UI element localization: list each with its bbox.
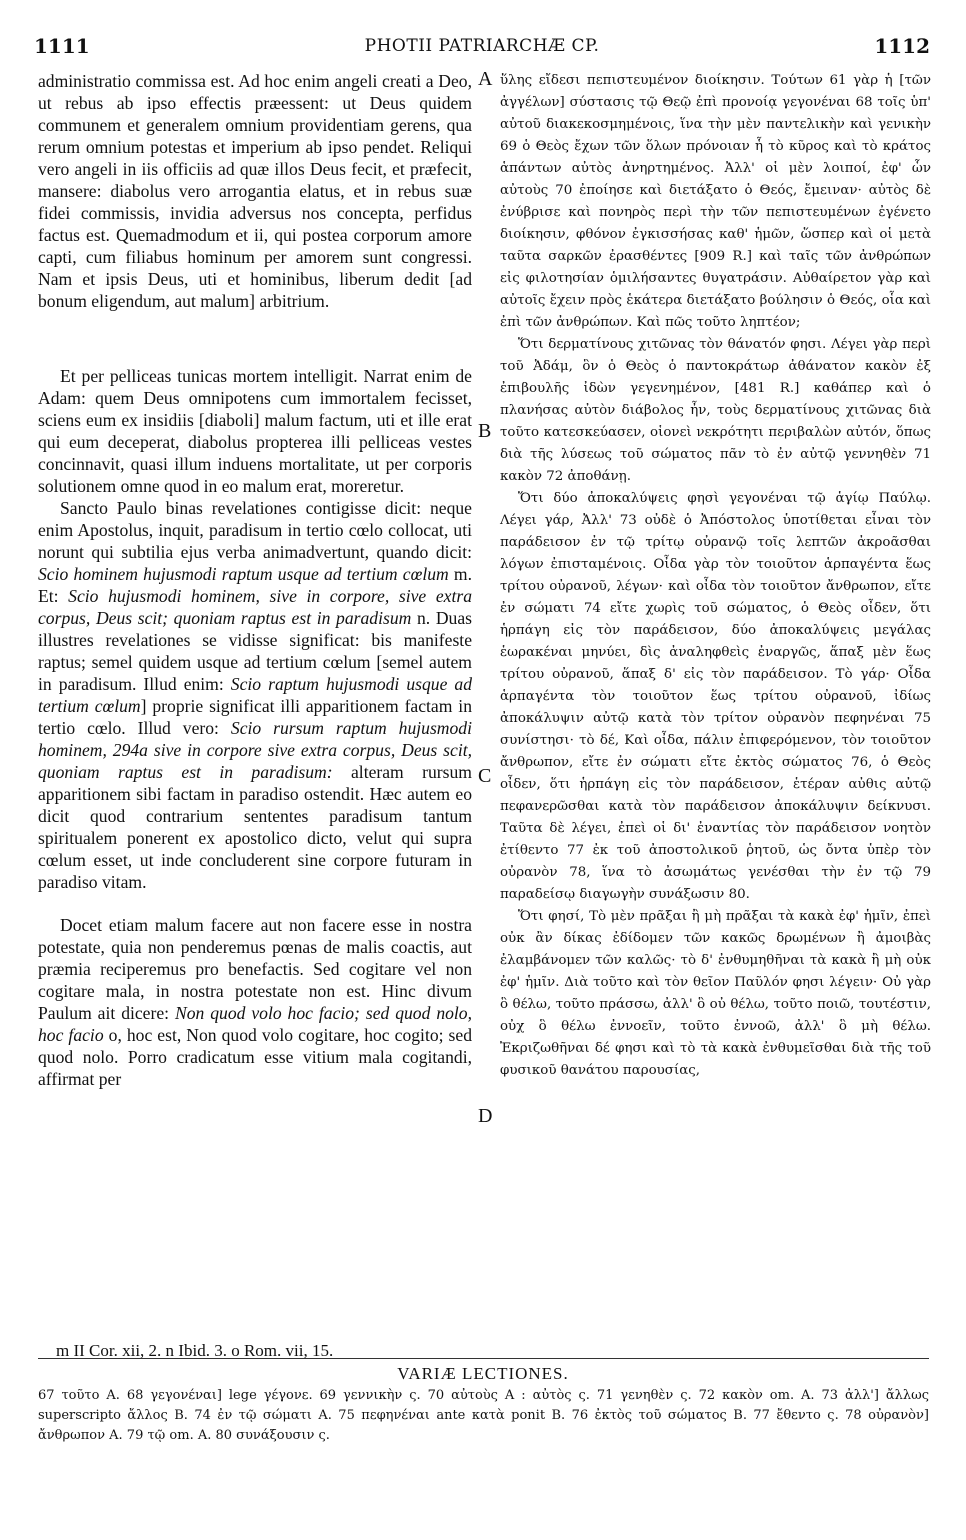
latin-paragraph-1: administratio commissa est. Ad hoc enim angeli creati a Deo, ut rebus ab ipso effectis præessent: ut Deus quidem communem et generalem omnium providentiam gerens, qua rerum omnium potestas et imperium ab ipso pendet. Reliqui vero angeli in iis officiis ad quæ illos Deus fecit, et præfecit, mansere: diabolus vero arrogantia elatus, et in rebus suæ fidei commissis, invidia adversus nos concepta, perfidus factus est. Quemadmodum et ii, qui postea corporum amore capti, cum filiabus hominum per amorem sunt congressi. Nam et ipsis Deus, uti et hominibus, liberum dedit [ad bonum eligendum, aut malum] arbitrium.: [38, 71, 472, 311]
latin-paragraph-3: Sancto Paulo binas revelationes contigisse dicit: neque enim Apostolus, inquit, paradisum in tertio cœlo collocat, uti norunt qui subtilia ejus verba animadvertunt, quando dicit: Scio hominem hujusmodi raptum usque ad tertium cœlum m. Et: Scio hujusmodi hominem, sive in corpore, sive extra corpus, Deus scit; quoniam raptus est in paradisum n. Duas illustres revelationes se vidisse significat: bis manifeste raptus; semel quidem usque ad tertium cœlum [semel autem in paradisum. Illud enim: Scio raptum hujusmodi usque ad tertium cœlum] proprie significat illi apparitionem factam in tertio cœlo. Illud vero: Scio rursum raptum hujusmodi hominem, 294a sive in corpore sive extra corpus, Deus scit, quoniam raptus est in paradisum: alteram rursum apparitionem sibi factam in paradiso ostendit. Hæc autem eo dicit quod contrarium sententes paradisum tantum spiritualem ponerent ex apostolico dicto, velut qui supra cœlum esset, ut inde concluderent sine corpore futuram in paradiso vitam.: [38, 498, 473, 892]
page-number-right: 1112: [874, 34, 930, 58]
section-markers: [472, 0, 500, 1540]
footnote-references: m II Cor. xii, 2. n Ibid. 3. o Rom. vii, 15.: [56, 1341, 334, 1360]
variae-lectiones-title: VARIÆ LECTIONES.: [397, 1364, 569, 1383]
variae-lectiones-text: 67 τοῦτο A. 68 γεγονέναι] lege γέγονε. 69 γεννικὴν ς. 70 αὐτοὺς A : αὐτὸς ς. 71 γενηθὲν ς. 72 κακὸν om. A. 73 ἀλλ'] ἄλλως superscripto ἄλλος B. 74 ἐν τῷ σώματι A. 75 πεφηνέναι ante κατὰ ponit B. 76 ἐκτὸς τοῦ σώματος B. 77 ἔθεντο ς. 78 οὐρανὸν] ἄνθρωπον A. 79 τῷ om. A. 80 συνάξουσιν ς.: [38, 1388, 929, 1443]
greek-paragraph-2: Ὅτι δερματίνους χιτῶνας τὸν θάνατόν φησι. Λέγει γὰρ περὶ τοῦ Ἀδάμ, ὃν ὁ Θεὸς ὁ παντοκράτωρ ἀθάνατον κακὸν ἐξ ἐπιβουλῆς ἰδὼν γεγενημένον, [481 R.] καθάπερ καὶ ὁ πλανήσας αὐτὸν διάβολος ἦν, τοὺς δερματίνους χιτῶνας διὰ τοῦτο κατεσκεύασεν, οἱονεὶ νεκρότητι περιβαλὼν αὐτόν, ὅπως διὰ τῆς λύσεως τοῦ σώματος πᾶν τὸ ἐν αὐτῷ γεννηθὲν 71 κακὸν 72 ἀποθάνῃ.: [500, 337, 931, 484]
latin-column: [38, 70, 472, 1090]
greek-column: [500, 70, 931, 1082]
section-marker-b: B: [478, 420, 492, 442]
spacer: [38, 893, 472, 914]
latin-paragraph-4: Docet etiam malum facere aut non facere esse in nostra potestate, quia non penderemus pœnas de malis coactis, aut præmia reciperemus pro benefactis. Sed cogitare vel non cogitare mala, in nostra potestate non est. Hinc divum Paulum ait dicere: Non quod volo hoc facio; sed quod nolo, hoc facio o, hoc est, Non quod volo cogitare, hoc cogito; sed quod nolo. Porro cradicatum esse vitium mala cogitandi, affirmat per: [38, 915, 473, 1089]
spacer: [38, 312, 472, 365]
page-number-left: 1111: [34, 34, 90, 58]
section-marker-c: C: [478, 765, 492, 787]
section-marker-a: A: [478, 68, 493, 90]
divider: [38, 1358, 929, 1359]
section-marker-d: D: [478, 1105, 493, 1127]
greek-paragraph-3: Ὅτι δύο ἀποκαλύψεις φησὶ γεγονέναι τῷ ἁγίῳ Παύλῳ. Λέγει γάρ, Ἀλλ' 73 οὐδὲ ὁ Ἀπόστολος ὑποτίθεται εἶναι τὸν παράδεισον ἐν τῷ τρίτῳ οὐρανῷ τοῖς λεπτῶν ἀκροᾶσθαι λόγων ἐπισταμένοις. Οἶδα γὰρ τὸν τοιοῦτον ἁρπαγέντα ἕως τρίτου οὐρανοῦ, λέγων· καὶ οἶδα τὸν τοιοῦτον ἄνθρωπον, εἴτε ἐν σώματι 74 εἴτε χωρὶς τοῦ σώματος, ὁ Θεὸς οἶδεν, ὅτι ἡρπάγη εἰς τὸν παράδεισον, δύο ἀποκαλύψεις μεγάλας ἑωρακέναι μηνύει, δὶς ἀναληφθεὶς ἐναργῶς, ἅπαξ μὲν ἕως τρίτου οὐρανοῦ, ἅπαξ δ' εἰς τὸν παράδεισον. Τὸ γάρ· Οἶδα ἁρπαγέντα τὸν τοιοῦτον ἕως τρίτου οὐρανοῦ, ἰδίως ἀποκάλυψιν αὐτῷ κατὰ τὸν τρίτον οὐρανὸν πεφηνέναι 75 συνίστησι· τὸ δέ, Καὶ οἶδα, πάλιν ἐπιφερόμενον, τὸν τοιοῦτον ἄνθρωπον, εἴτε ἐν σώματι εἴτε ἐκτὸς σώματος 76, ὁ Θεὸς οἶδεν, ὅτι ἡρπάγη εἰς τὸν παράδεισον, ἑτέραν αὐθις αὐτῷ πεφανερῶσθαι κατὰ τὸν παράδεισον ἀποκάλυψιν δείκνυσι. Ταῦτα δὲ λέγει, ἐπεὶ οἱ δι' ἐναντίας τὸν παράδεισον νοητὸν ἐτίθεντο 77 ἐκ τοῦ ἀποστολικοῦ ῥητοῦ, ὡς ὄντα ὑπὲρ τὸν οὐρανὸν 78, ἵνα τὸ ἀσωμάτως γενέσθαι τὴν ἐν τῷ 79 παραδείσῳ διαγωγὴν συνάξωσιν 80.: [500, 491, 931, 902]
running-title: PHOTII PATRIARCHÆ CP.: [364, 36, 600, 56]
greek-paragraph-4: Ὅτι φησί, Τὸ μὲν πρᾶξαι ἢ μὴ πρᾶξαι τὰ κακὰ ἐφ' ἡμῖν, ἐπεὶ οὐκ ἂν δίκας ἐδίδομεν τῶν κακῶς δρωμένων ἢ ἀμοιβὰς ἐλαμβάνομεν τῶν καλῶς· τὸ δ' ἐνθυμηθῆναι τὰ κακὰ ἢ μὴ οὐκ ἐφ' ἡμῖν. Διὰ τοῦτο καὶ τὸν θεῖον Παῦλόν φησι λέγειν· Οὐ γὰρ ὃ θέλω, τοῦτο πράσσω, ἀλλ' ὃ οὐ θέλω, τοῦτο ποιῶ, τουτέστιν, οὐχ ὃ θέλω ἐννοεῖν, τοῦτο ἐννοῶ, ἀλλ' ὃ μὴ θέλω. Ἐκριζωθῆναι δέ φησι καὶ τὸ τὰ κακὰ ἐνθυμεῖσθαι διὰ τῆς τοῦ φυσικοῦ θανάτου παρουσίας,: [500, 909, 931, 1078]
greek-paragraph-1: ὕλης εἴδεσι πεπιστευμένον διοίκησιν. Τούτων 61 γὰρ ἡ [τῶν ἀγγέλων] σύστασις τῷ Θεῷ ἐπὶ προνοίᾳ γεγονέναι 68 τοῖς ὑπ' αὐτοῦ διακεκοσμημένοις, ἵνα τὴν μὲν παντελικὴν καὶ γενικὴν 69 ὁ Θεὸς ἔχων τῶν ὅλων πρόνοιαν ἧ τὸ κῦρος καὶ τὸ κράτος ἁπάντων αὐτὸς ἀνηρτημένος. Ἀλλ' οἱ μὲν λοιποί, ἐφ' ὧν αὐτοὺς 70 ἐποίησε καὶ διετάξατο ὁ Θεός, ἔμειναν· αὐτὸς δὲ ἐνύβρισε καὶ πονηρὸς περὶ τὴν τῶν πεπιστευμένων ἐγένετο διοίκησιν, φθόνον ἐγκισσήσας καθ' ἡμῶν, ὥσπερ καὶ οἱ μετὰ ταῦτα σαρκῶν ἐρασθέντες [909 R.] καὶ ταῖς τῶν ἀνθρώπων εἰς φιλοτησίαν ὁμιλήσαντες θυγατράσιν. Αὐθαίρετον γὰρ καὶ αὐτοῖς ἔχειν πρὸς ἑκάτερα διετάξατο βούλησιν ὁ Θεός, οἷα καὶ ἐπὶ τῶν ἀνθρώπων. Καὶ πῶς τοῦτο ληπτέον;: [500, 73, 931, 330]
latin-paragraph-2: Et per pelliceas tunicas mortem intelligit. Narrat enim de Adam: quem Deus omnipotens cum immortalem fecisset, sciens eum ex insidiis [diaboli] malum factum, uti et ille erat qui eum deceperat, diabolus propterea illi pelliceas vestes concinnavit, quasi illum induens mortalitate, ut per corporis solutionem omne quod in eo malum erat, moreretur.: [38, 366, 472, 496]
